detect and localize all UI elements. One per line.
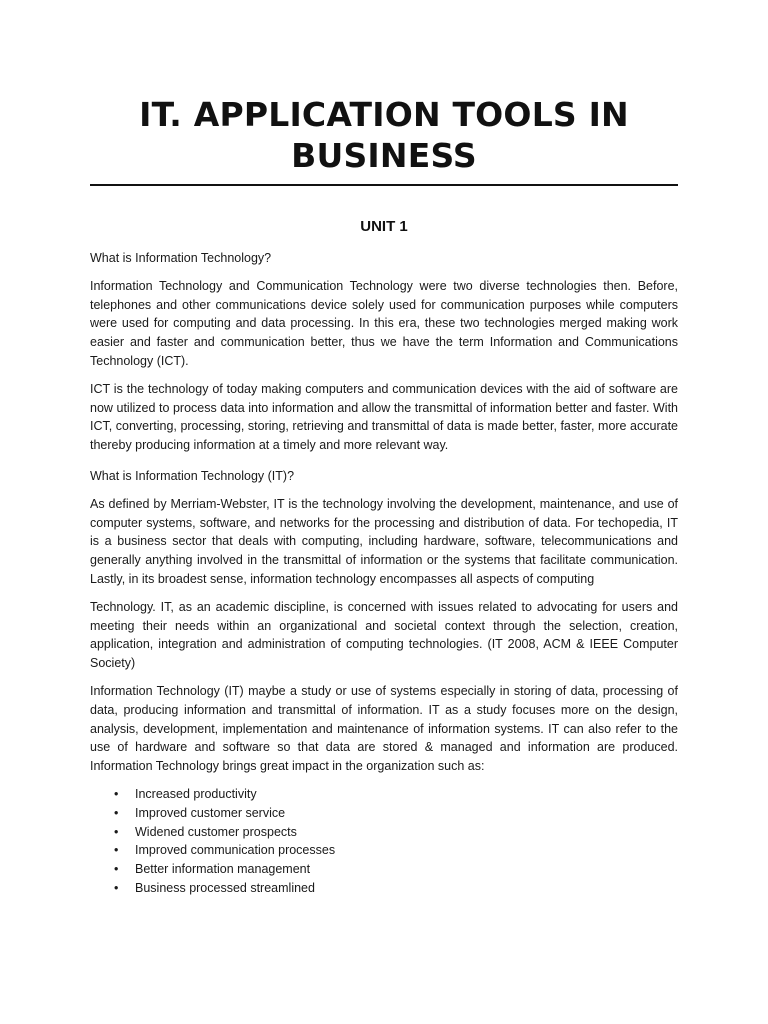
list-item-text: Widened customer prospects bbox=[135, 824, 297, 839]
bullet-icon: • bbox=[114, 824, 119, 839]
list-item bbox=[90, 823, 678, 842]
list-item bbox=[90, 841, 678, 860]
bullet-icon: • bbox=[114, 843, 119, 858]
list-item-text: Business processed streamlined bbox=[135, 880, 315, 895]
list-item bbox=[90, 804, 678, 823]
bullet-icon: • bbox=[114, 862, 119, 877]
list-item-text: Increased productivity bbox=[135, 786, 257, 801]
paragraph: ICT is the technology of today making computers and communication devices with the aid of software are now utilized to process data into information and allow the transmittal of information better and faster. With ICT, converting, processing, storing, retrieving and transmittal of data is made better, faster, more accurate thereby producing information at a timely and more relevant way. bbox=[90, 381, 678, 453]
question-heading: What is Information Technology (IT)? bbox=[90, 468, 295, 483]
document-page bbox=[90, 0, 678, 898]
document-title: IT. APPLICATION TOOLS IN BUSINESS bbox=[139, 95, 629, 175]
list-item bbox=[90, 879, 678, 898]
unit-heading: UNIT 1 bbox=[360, 218, 408, 235]
paragraph: As defined by Merriam-Webster, IT is the technology involving the development, maintenance, and use of computer systems, software, and networks for the processing and distribution of data. For techopedia, IT is a business sector that deals with computing, including hardware, software, telecommunications and generally anything involved in the transmittal of information or the systems that facilitate communication. Lastly, in its broadest sense, information technology encompasses all aspects of computing bbox=[90, 496, 678, 586]
list-item bbox=[90, 860, 678, 879]
list-item bbox=[90, 785, 678, 804]
list-item-text: Better information management bbox=[135, 862, 311, 877]
question-heading: What is Information Technology? bbox=[90, 251, 272, 265]
bullet-icon: • bbox=[114, 805, 119, 820]
title-divider bbox=[90, 184, 678, 186]
impact-list bbox=[90, 785, 678, 898]
paragraph: Technology. IT, as an academic discipline, is concerned with issues related to advocating for users and meeting their needs within an organizational and societal context through the selection, creation, application, integration and administration of computing technologies. (IT 2008, ACM & IEEE Computer Society) bbox=[90, 599, 678, 671]
paragraph: Information Technology and Communication Technology were two diverse technologies then. Before, telephones and other communications device solely used for communication purposes while computers were used for computing and data processing. In this era, these two technologies merged making work easier and faster and communication better, thus we have the term Information and Communications Technology (ICT). bbox=[90, 278, 678, 368]
list-item-text: Improved communication processes bbox=[135, 843, 336, 858]
list-item-text: Improved customer service bbox=[135, 805, 286, 820]
paragraph: Information Technology (IT) maybe a study or use of systems especially in storing of data, processing of data, producing information and transmittal of information. IT as a study focuses more on the design, analysis, development, implementation and maintenance of information systems. IT can also refer to the use of hardware and software so that data are stored & managed and information are produced. Information Technology brings great impact in the organization such as: bbox=[90, 683, 678, 774]
bullet-icon: • bbox=[114, 786, 119, 801]
bullet-icon: • bbox=[114, 880, 119, 895]
